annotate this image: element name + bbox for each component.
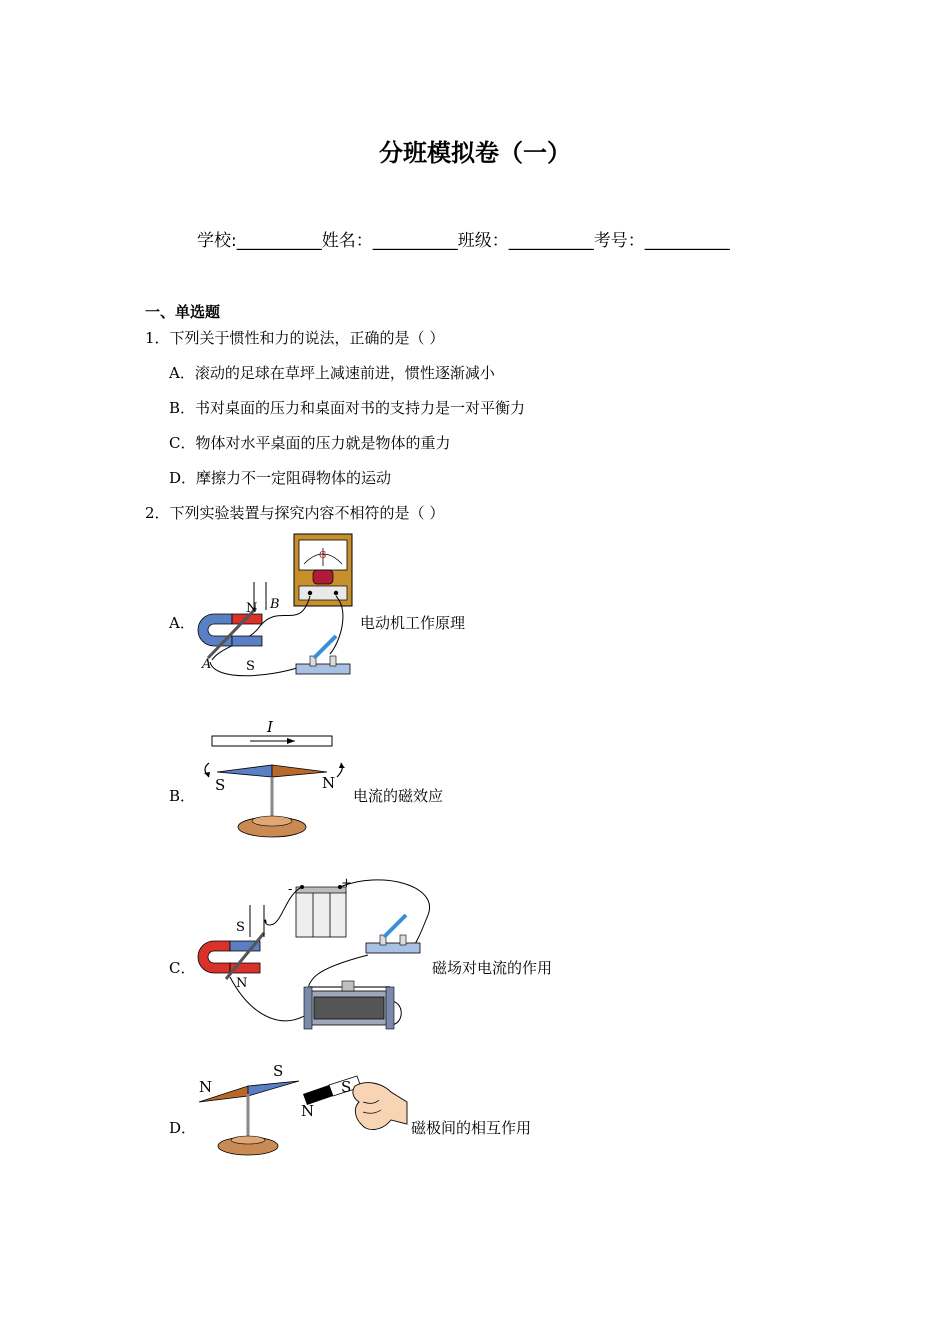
- rod-b-label: B: [270, 597, 280, 612]
- question-1-option-b: B．书对桌面的压力和桌面对书的支持力是一对平衡力: [169, 399, 526, 417]
- needle-n-label: N: [199, 1078, 213, 1096]
- battery-pack: [296, 885, 346, 937]
- bar-magnet-s-label: S: [341, 1078, 352, 1096]
- question-2-option-c-label: C．: [169, 959, 196, 977]
- compass-needle-south: [248, 1081, 299, 1096]
- question-2-option-d-label: D．: [169, 1119, 197, 1137]
- question-1-option-d: D．摩擦力不一定阻碍物体的运动: [169, 469, 392, 487]
- bar-magnet-n-label: N: [301, 1102, 315, 1120]
- galvanometer: [294, 534, 352, 606]
- horseshoe-magnet: [198, 941, 260, 973]
- page-title: 分班模拟卷（一）: [379, 139, 571, 167]
- switch: [366, 915, 420, 953]
- needle-n-label: N: [322, 774, 336, 792]
- compass-needle-north: [272, 765, 327, 777]
- question-2-option-d-caption: 磁极间的相互作用: [411, 1119, 532, 1137]
- rheostat: [304, 981, 394, 1029]
- horseshoe-magnet: [198, 614, 262, 646]
- needle-s-label: S: [215, 776, 226, 794]
- rod-a-label: A: [202, 657, 212, 672]
- question-2-option-c-caption: 磁场对电流的作用: [432, 959, 553, 977]
- needle-s-label: S: [273, 1062, 284, 1080]
- magnetic-force-on-current-figure: [190, 875, 430, 1040]
- section-title: 一、单选题: [145, 303, 221, 321]
- bar-magnet: [303, 1076, 361, 1105]
- magnetic-poles-interaction-figure: [195, 1062, 410, 1162]
- question-1-option-c: C．物体对水平桌面的压力就是物体的重力: [169, 434, 451, 452]
- magnet-n-label: N: [236, 976, 248, 991]
- magnet-s-label: S: [246, 659, 255, 674]
- battery-plus-label: +: [341, 876, 352, 891]
- question-2-option-b-caption: 电流的磁效应: [353, 787, 444, 805]
- question-1-option-a: A．滚动的足球在草坪上减速前进，惯性逐渐减小: [169, 364, 495, 382]
- motor-principle-figure: [190, 532, 360, 682]
- student-info-line: 学校:__________姓名：__________班级：__________考号：__________: [197, 231, 730, 251]
- question-2-stem: 2．下列实验装置与探究内容不相符的是（ ）: [145, 504, 445, 522]
- battery-minus-label: -: [288, 882, 293, 897]
- oersted-experiment-figure: [195, 715, 355, 845]
- question-2-option-a-label: A．: [169, 614, 195, 632]
- question-2-option-a-caption: 电动机工作原理: [360, 614, 466, 632]
- hand: [353, 1083, 407, 1130]
- magnet-s-label: S: [236, 920, 245, 935]
- question-2-option-b-label: B．: [169, 787, 196, 805]
- current-i-label: I: [267, 718, 273, 736]
- question-1-stem: 1．下列关于惯性和力的说法，正确的是（ ）: [145, 329, 445, 347]
- magnet-n-label: N: [246, 601, 258, 616]
- switch: [296, 636, 350, 674]
- galvanometer-label: G: [319, 551, 327, 561]
